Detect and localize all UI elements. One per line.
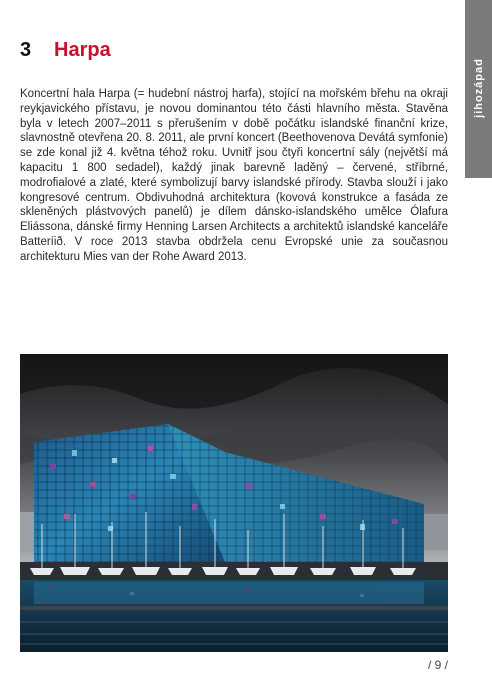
chapter-heading <box>20 38 111 62</box>
article-paragraph: Koncertní hala Harpa (= hudební nástroj harfa), stojící na mořském břehu na okraji reykjavického přístavu, je novou dominantou této části hlavního města. Stavěna byla v letech 2007–2011 s přerušením v době počátku islandské finanční krize, slavnostně otevřena 20. 8. 2011, ale první koncert (Beethovenova Devátá symfonie) se zde konal již 4. května téhož roku. Uvnitř jsou čtyři koncertní sály (největší má kapacitu 1 800 sedadel), každý jinak barevně laděný – červené, stříbrné, modrofialové a zlaté, které symbolizují barvy islandské přírody. Stavba slouží i jako kongresové centrum. Obdivuhodná architektura (kovová konstrukce a fasáda ze skleněných plástvových panelů) je dílem dánsko-islandského umělce Ólafura Eliássona, dánské firmy Henning Larsen Architects a architektů islandské kanceláře Batteríið. V roce 2013 stavba obdržela cenu Evropské unie za současnou architekturu Mies van der Rohe Award 2013. <box>20 88 448 263</box>
harpa-photo <box>20 354 448 652</box>
chapter-title: Harpa <box>54 39 111 61</box>
section-tab <box>465 0 492 178</box>
page-number: / 9 / <box>427 658 448 672</box>
section-tab-label: jihozápad <box>472 58 485 118</box>
chapter-number: 3 <box>20 39 32 61</box>
